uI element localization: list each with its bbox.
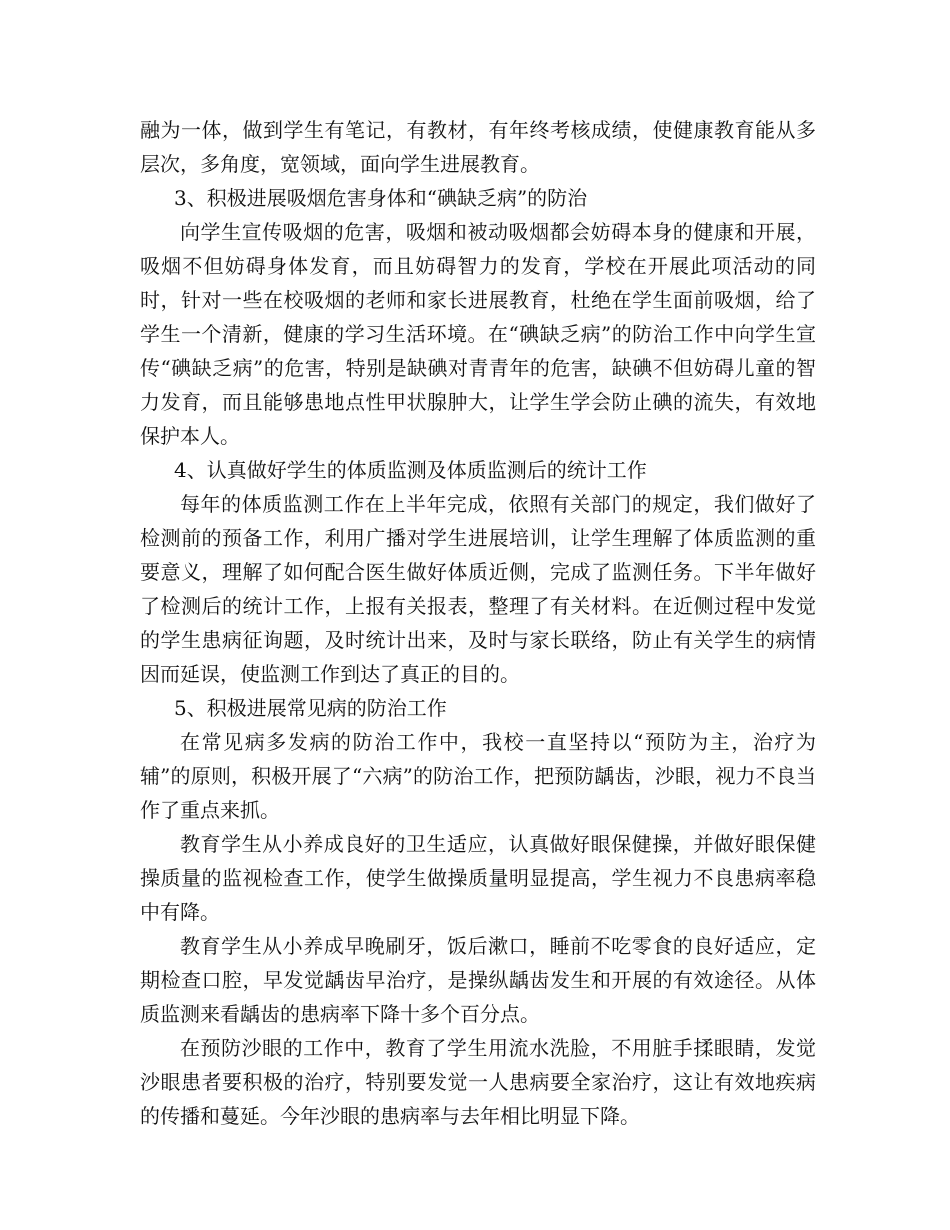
section-heading-5: 5、积极进展常见病的防治工作 [174, 696, 447, 720]
document-body [140, 113, 816, 1133]
paragraph-trachoma: 在预防沙眼的工作中，教育了学生用流水洗脸，不用脏手揉眼睛，发觉沙眼患者要积极的治疗，特别要发觉一人患病要全家治疗，这让有效地疾病的传播和蔓延。今年沙眼的患病率与去年相比明显下降。 [140, 1036, 816, 1128]
section-heading-3: 3、积极进展吸烟危害身体和“碘缺乏病”的防治 [174, 186, 588, 210]
paragraph-continuation: 融为一体，做到学生有笔记，有教材，有年终考核成绩，使健康教育能从多层次，多角度，宽领域，面向学生进展教育。 [140, 118, 816, 176]
paragraph-common-diseases: 在常见病多发病的防治工作中，我校一直坚持以“预防为主，治疗为辅”的原则，积极开展了“六病”的防治工作，把预防龋齿，沙眼，视力不良当作了重点来抓。 [140, 730, 816, 822]
paragraph-dental-care: 教育学生从小养成早晚刷牙，饭后漱口，睡前不吃零食的良好适应，定期检查口腔，早发觉龋齿早治疗，是操纵龋齿发生和开展的有效途径。从体质监测来看龋齿的患病率下降十多个百分点。 [140, 934, 816, 1026]
paragraph-physical-monitoring: 每年的体质监测工作在上半年完成，依照有关部门的规定，我们做好了检测前的预备工作，利用广播对学生进展培训，让学生理解了体质监测的重要意义，理解了如何配合医生做好体质近侧，完成了监测任务。下半年做好了检测后的统计工作，上报有关报表，整理了有关材料。在近侧过程中发觉的学生患病征询题，及时统计出来，及时与家长联络，防止有关学生的病情因而延误，使监测工作到达了真正的目的。 [140, 492, 816, 686]
paragraph-eye-exercises: 教育学生从小养成良好的卫生适应，认真做好眼保健操，并做好眼保健操质量的监视检查工作，使学生做操质量明显提高，学生视力不良患病率稳中有降。 [140, 832, 816, 924]
paragraph-smoking-iodine: 向学生宣传吸烟的危害，吸烟和被动吸烟都会妨碍本身的健康和开展，吸烟不但妨碍身体发育，而且妨碍智力的发育，学校在开展此项活动的同时，针对一些在校吸烟的老师和家长进展教育，杜绝在学生面前吸烟，给了学生一个清新，健康的学习生活环境。在“碘缺乏病”的防治工作中向学生宣传“碘缺乏病”的危害，特别是缺碘对青青年的危害，缺碘不但妨碍儿童的智力发育，而且能够患地点性甲状腺肿大，让学生学会防止碘的流失，有效地保护本人。 [140, 220, 816, 448]
section-heading-4: 4、认真做好学生的体质监测及体质监测后的统计工作 [174, 458, 647, 482]
